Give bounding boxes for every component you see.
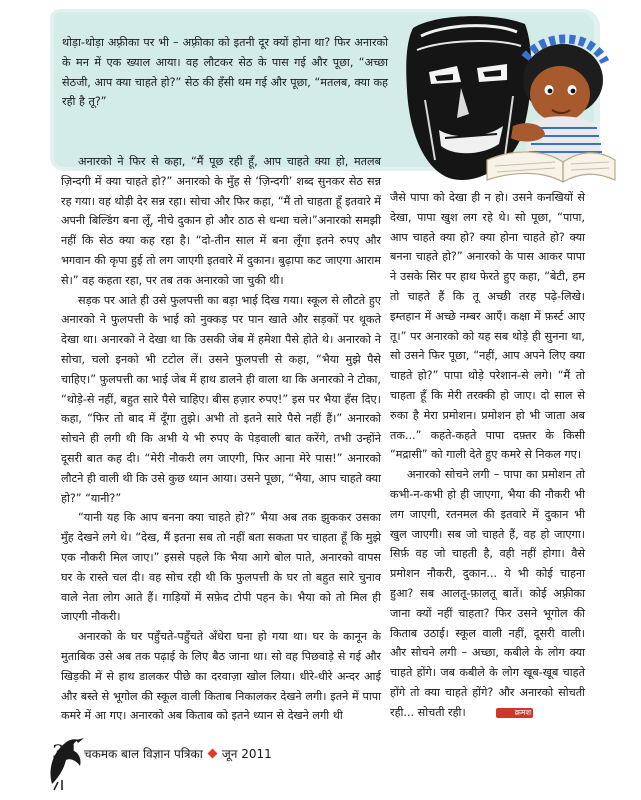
paragraph: थोड़ा-थोड़ा अफ़्रीका पर भी – अफ़्रीका को इतनी दूर क्यों होना था? फिर अनारको के मन में एक ख्याल आया। वह लौटकर सेठ के पास गई और पूछा, “अच्छा सेठजी, आप क्या चाहते हो?” सेठ की हँसी थम गई और पूछा, “मतलब, क्या कह रही है तू?” bbox=[62, 36, 388, 109]
issue-date: जून 2011 bbox=[221, 747, 272, 761]
paragraph: सड़क पर आते ही उसे फुलपत्ती का बड़ा भाई दिख गया। स्कूल से लौटते हुए अनारको ने फुलपत्ती के भाई को नुक्कड़ पर पान खाते और सड़कों पर थूकते देखा था। अनारको ने देखा था कि उसकी जेब में हमेशा पैसे होते थे। अनारको ने सोचा, चलो इनको भी टटोल लें। उसने फुलपत्ती से कहा, “भैया मुझे पैसे चाहिए।” फुलपत्ती का भाई जेब में हाथ डालने ही वाला था कि अनारको ने टोका, “थोड़े-से नहीं, बहुत सारे पैसे चाहिए। बीस हज़ार रुपए!” इस पर भैया हँस दिए। कहा, “फिर तो बाद में दूँगा तुझे। अभी तो इतने सारे पैसे नहीं हैं।” अनारको सोचने ही लगी थी कि अभी ये भी रुपए के पेड़वाली बात करेंगे, तभी उन्होंने दूसरी बात कह दी। “मेरी नौकरी लग जाएगी, फिर आना मेरे पास!” अनारको लौटने ही वाली थी कि उसे कुछ ध्यान आया। उसने पूछा, “भैया, आप चाहते क्या हो?” “यानी?” bbox=[61, 293, 381, 505]
paragraph bbox=[390, 465, 585, 722]
top-paragraph bbox=[62, 33, 388, 112]
illustration-mask-girl bbox=[395, 10, 617, 190]
continued-badge: क्रमश bbox=[496, 708, 533, 718]
diamond-icon bbox=[207, 749, 217, 759]
paragraph: अनारको ने फिर से कहा, “मैं पूछ रही हूँ, आप चाहते क्या हो, मतलब ज़िन्दगी में क्या चाहते हो?” अनारको के मुँह से ‘ज़िन्दगी’ शब्द सुनकर सेठ सन्न रह गया। वह थोड़ी देर सन्न रहा। सोचा और फिर कहा, “मैं तो चाहता हूँ इतवारे में अपनी बिल्डिंग बना लूँ, नीचे दुकान हो और ठाठ से धन्धा चले।”अनारको समझी नहीं कि सेठ क्या कह रहा है। “दो-तीन साल में बना लूँगा इतने रुपए और भगवान की कृपा हुई तो लग जाएगी इतवारे में दुकान। बुढ़ापा कट जाएगा आराम से।” वह कहता रहा, पर तब तक अनारको जा चुकी थी। bbox=[61, 155, 381, 287]
page-number: 34 bbox=[52, 740, 78, 764]
left-column bbox=[61, 152, 381, 726]
bird-icon bbox=[38, 732, 318, 792]
paragraph-text: अनारको सोचने लगी – पापा का प्रमोशन तो कभी-न-कभी हो ही जाएगा, भैया की नौकरी भी लग जाएगी, रतनमल की इतवारे में दुकान भी खुल जाएगी। सब जो चाहते हैं, वह हो जाएगा। सिर्फ़ वह जो चाहती है, वही नहीं होगा। वैसे प्रमोशन नौकरी, दुकान... ये भी कोई चाहना हुआ? सब आलतू-फ़ालतू बातें। कोई अफ़्रीका जाना क्यों नहीं चाहता? फिर उसने भूगोल की किताब उठाई। स्कूल वाली नहीं, दूसरी वाली। और सोचने लगी – अच्छा, कबीले के लोग क्या चाहते होंगे। जब कबीले के लोग खूब-खूब चाहते होंगे तो क्या चाहते होंगे? और अनारको सोचती रही... सोचती रही। bbox=[390, 468, 585, 719]
magazine-title: चकमक बाल विज्ञान पत्रिका bbox=[84, 747, 203, 761]
paragraph: जैसे पापा को देखा ही न हो। उसने कनखियों से देखा, पापा खुश लग रहे थे। सो पूछा, “पापा, आप चाहते क्या हो? क्या होना चाहते हो? क्या बनना चाहते हो?” अनारको के पास आकर पापा ने उसके सिर पर हाथ फेरते हुए कहा, “बेटी, हम तो चाहते हैं कि तू अच्छी तरह पढ़े-लिखे। इम्तहान में अच्छे नम्बर आएँ। कक्षा में फ़र्स्ट आए तू।” पर अनारको को यह सब थोड़े ही सुनना था, सो उसने फिर पूछा, “नहीं, आप अपने लिए क्या चाहते हो?” पापा थोड़े परेशान-से लगे। “मैं तो चाहता हूँ कि मेरी तरक्की हो जाए। दो साल से रुका है मेरा प्रमोशन। प्रमोशन हो भी जाता अब तक...” कहते-कहते पापा दफ़्तर के किसी “मद्रासी” को गाली देते हुए कमरे से निकल गए। bbox=[390, 191, 585, 462]
paragraph: अनारको के घर पहुँचते-पहुँचते अँधेरा घना हो गया था। घर के कानून के मुताबिक उसे अब तक पढ़ाई के लिए बैठ जाना था। सो वह पिछवाड़े से गई और खिड़की में से हाथ डालकर पीछे का दरवाज़ा खोल लिया। धीरे-धीरे अन्दर आई और बस्ते से भूगोल की स्कूल वाली किताब निकालकर देखने लगी। इतने में पापा कमरे में आ गए। अनारको अब किताब को इतने ध्यान से देखने लगी थी bbox=[61, 630, 381, 723]
right-column bbox=[390, 188, 585, 723]
magazine-footer bbox=[84, 745, 272, 762]
paragraph: “यानी यह कि आप बनना क्या चाहते हो?” भैया अब तक झुककर उसका मुँह देखने लगे थे। “देख, मैं इतना सब तो नहीं बता सकता पर चाहता हूँ कि मुझे एक नौकरी मिल जाए।” इससे पहले कि भैया आगे बोल पाते, अनारको वापस घर के रास्ते चल दी। वह सोच रही थी कि फुलपत्ती के घर तो बहुत सारे चुनाव वाले नेता लोग आते हैं। गाड़ियों में सफ़ेद टोपी पहन के। भैया को तो मिल ही जाएगी नौकरी। bbox=[61, 511, 381, 624]
